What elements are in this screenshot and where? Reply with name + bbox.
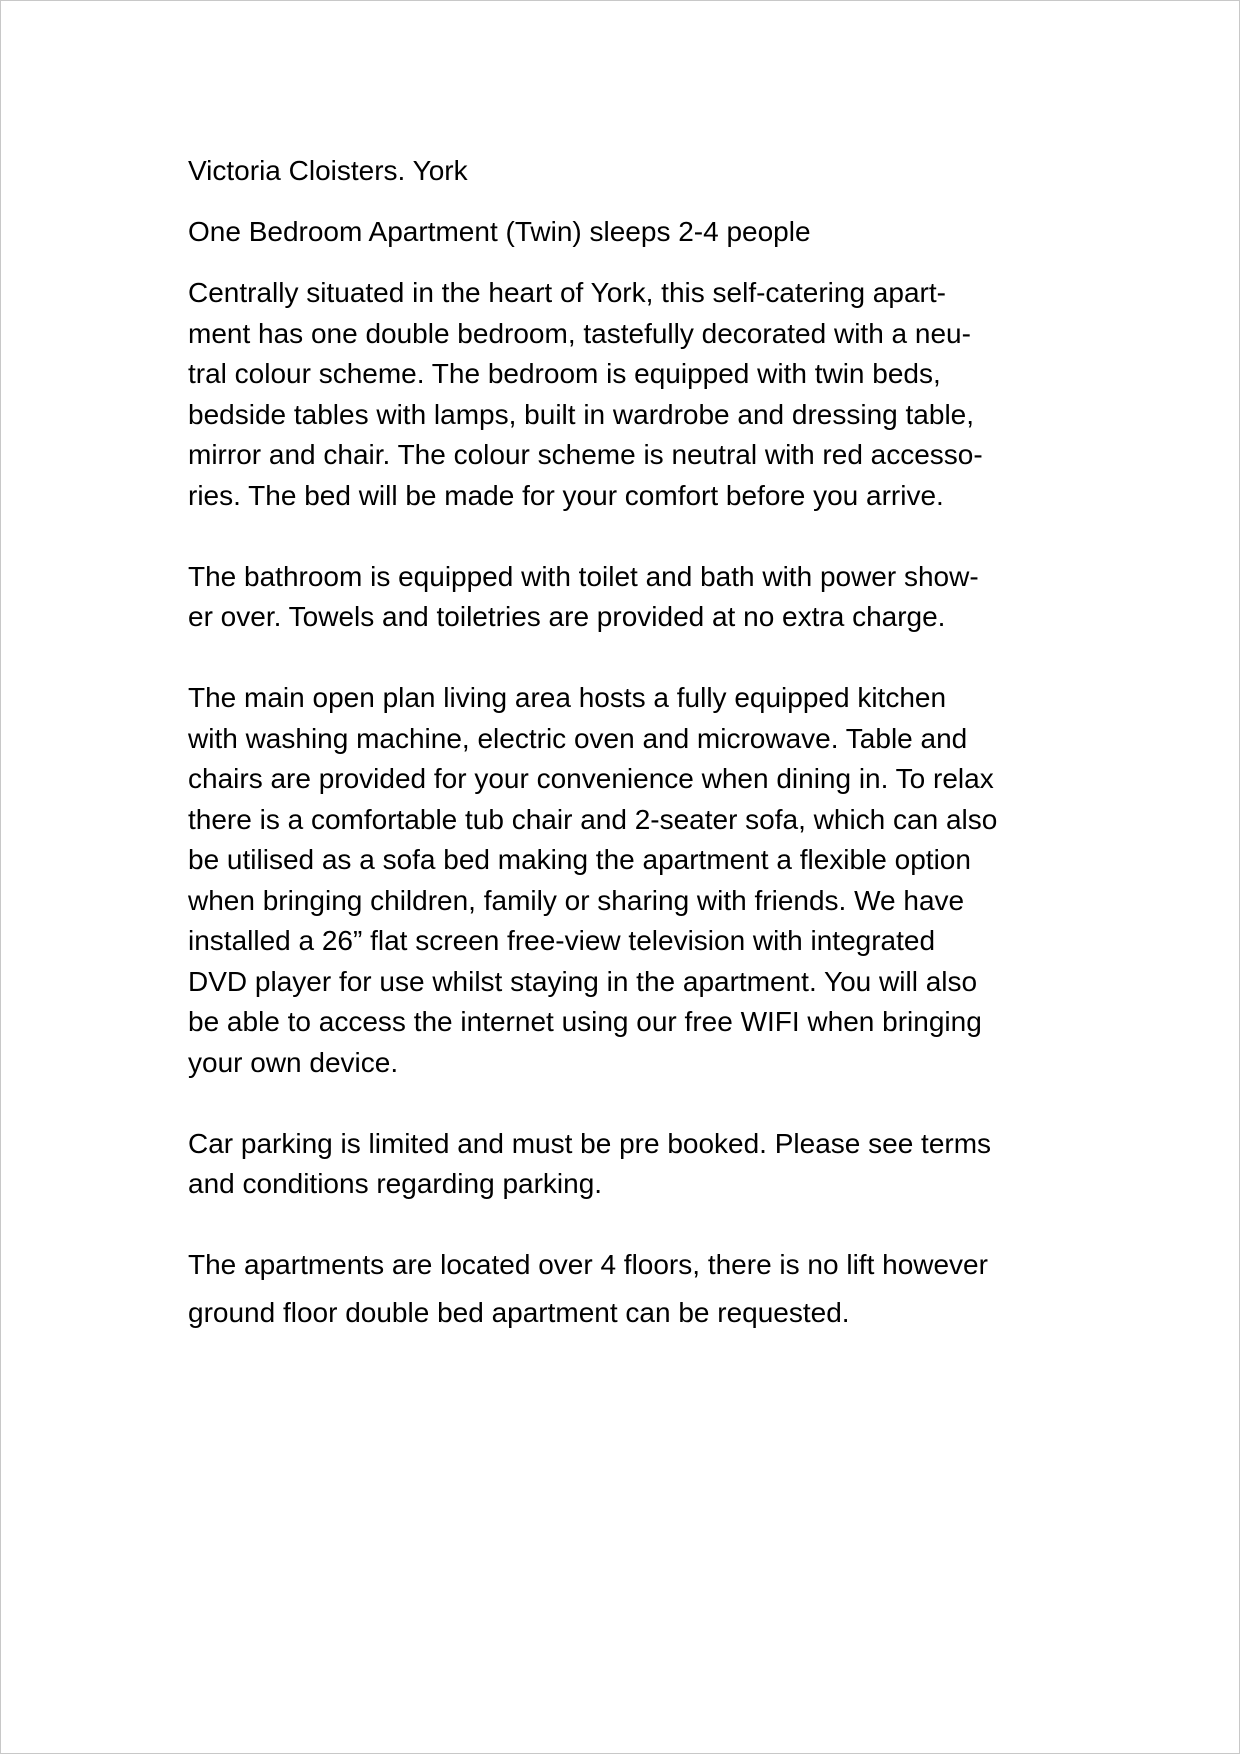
paragraph-line: The apartments are located over 4 floors, there is no lift however: [188, 1249, 988, 1280]
page-title: Victoria Cloisters. York: [188, 155, 468, 186]
document-body: [188, 151, 1088, 1333]
paragraph-line: Car parking is limited and must be pre booked. Please see terms: [188, 1127, 992, 1159]
paragraph-bathroom: [188, 557, 1088, 638]
paragraph-line: your own device.: [188, 1046, 399, 1078]
paragraph-spacer: [188, 1083, 1088, 1124]
paragraph-line: ment has one double bedroom, tastefully decorated with a neu-: [188, 317, 971, 349]
paragraph-line: bedside tables with lamps, built in wardrobe and dressing table,: [188, 398, 975, 430]
paragraph-line: ground floor double bed apartment can be requested.: [188, 1296, 850, 1328]
paragraph-spacer: [188, 516, 1088, 557]
paragraph-floors: [188, 1245, 1088, 1333]
paragraph-line: with washing machine, electric oven and microwave. Table and: [188, 722, 968, 754]
paragraph-line: be utilised as a sofa bed making the apartment a flexible option: [188, 844, 971, 875]
paragraph-line: Centrally situated in the heart of York, this self-catering apart-: [188, 277, 946, 308]
paragraph-spacer: [188, 1205, 1088, 1246]
paragraph-line: The bathroom is equipped with toilet and bath with power show-: [188, 560, 979, 592]
page-subtitle: One Bedroom Apartment (Twin) sleeps 2-4 people: [188, 216, 811, 247]
paragraph-line: installed a 26” flat screen free-view television with integrated: [188, 925, 936, 956]
paragraph-line: ries. The bed will be made for your comfort before you arrive.: [188, 479, 944, 511]
paragraph-spacer: [188, 638, 1088, 679]
paragraph-line: there is a comfortable tub chair and 2-seater sofa, which can also: [188, 803, 998, 835]
paragraph-line: chairs are provided for your convenience when dining in. To relax: [188, 763, 994, 794]
paragraph-line: er over. Towels and toiletries are provided at no extra charge.: [188, 601, 946, 632]
paragraph-parking: [188, 1124, 1088, 1205]
paragraph-line: tral colour scheme. The bedroom is equipped with twin beds,: [188, 358, 941, 389]
paragraph-living-area: [188, 678, 1088, 1083]
paragraph-line: The main open plan living area hosts a fully equipped kitchen: [188, 682, 947, 713]
paragraph-line: when bringing children, family or sharing with friends. We have: [188, 884, 965, 916]
paragraph-line: mirror and chair. The colour scheme is neutral with red accesso-: [188, 439, 983, 470]
paragraph-line: be able to access the internet using our free WIFI when bringing: [188, 1006, 982, 1037]
paragraph-bedroom: [188, 273, 1088, 516]
paragraph-line: DVD player for use whilst staying in the apartment. You will also: [188, 965, 978, 997]
paragraph-line: and conditions regarding parking.: [188, 1168, 603, 1199]
